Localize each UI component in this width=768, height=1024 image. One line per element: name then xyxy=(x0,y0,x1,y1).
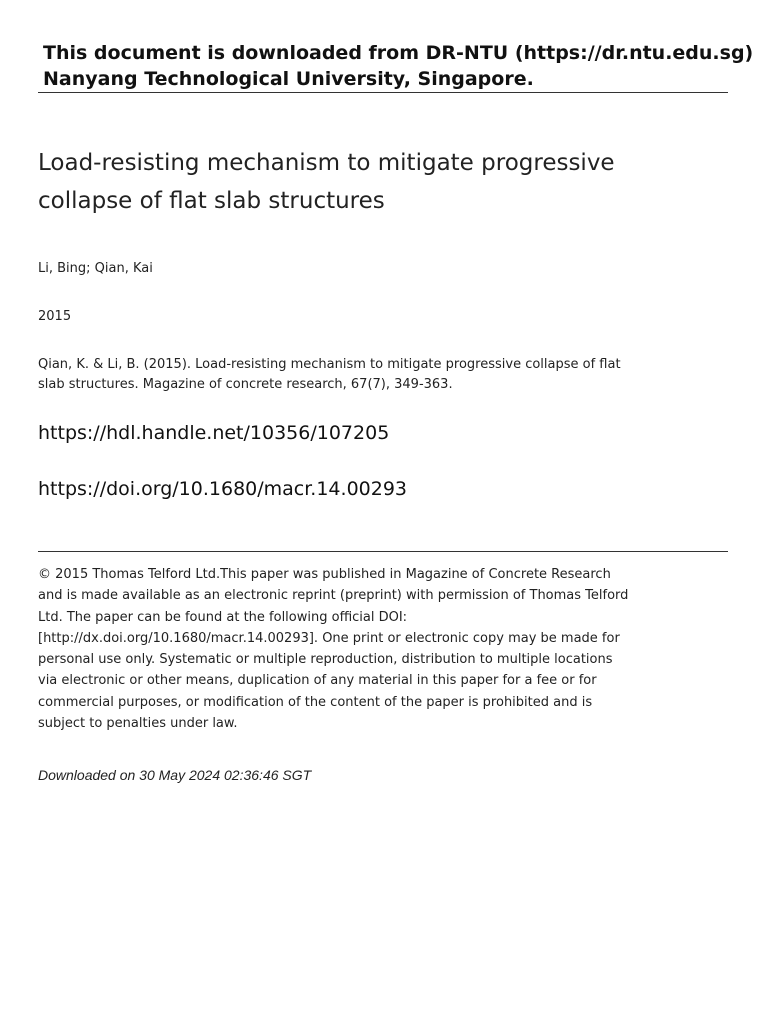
publication-year: 2015 xyxy=(38,309,72,324)
copyright-notice xyxy=(38,564,728,734)
doi-link[interactable]: https://doi.org/10.1680/macr.14.00293 xyxy=(38,478,408,500)
copyright-line: commercial purposes, or modification of the content of the paper is prohibited and is xyxy=(38,694,593,710)
paper-authors: Li, Bing; Qian, Kai xyxy=(38,261,153,276)
section-divider xyxy=(38,551,728,552)
citation-line-1: Qian, K. & Li, B. (2015). Load‑resisting mechanism to mitigate progressive collapse of flat xyxy=(38,357,621,372)
copyright-line: subject to penalties under law. xyxy=(38,716,238,732)
copyright-line: © 2015 Thomas Telford Ltd.This paper was published in Magazine of Concrete Research xyxy=(38,567,611,582)
citation-line-2: slab structures. Magazine of concrete research, 67(7), 349‑363. xyxy=(38,377,453,392)
handle-link[interactable]: https://hdl.handle.net/10356/107205 xyxy=(38,422,390,444)
paper-title xyxy=(38,144,728,220)
paper-title-line-1: Load‑resisting mechanism to mitigate progressive xyxy=(38,150,615,176)
repository-notice: This document is downloaded from DR‑NTU (https://dr.ntu.edu.sg) xyxy=(43,42,754,64)
citation xyxy=(38,355,728,395)
header-divider xyxy=(38,92,728,93)
copyright-line: personal use only. Systematic or multiple reproduction, distribution to multiple locations xyxy=(38,652,613,668)
repository-header xyxy=(43,40,754,92)
download-timestamp: Downloaded on 30 May 2024 02:36:46 SGT xyxy=(38,767,312,783)
copyright-line: [http://dx.doi.org/10.1680/macr.14.00293]. One print or electronic copy may be made for xyxy=(38,630,620,646)
copyright-line: Ltd. The paper can be found at the following official DOI: xyxy=(38,609,408,625)
paper-title-line-2: collapse of flat slab structures xyxy=(38,188,385,214)
copyright-line: and is made available as an electronic reprint (preprint) with permission of Thomas Telford xyxy=(38,588,629,604)
institution-name: Nanyang Technological University, Singapore. xyxy=(43,68,534,90)
copyright-line: via electronic or other means, duplication of any material in this paper for a fee or for xyxy=(38,673,597,689)
